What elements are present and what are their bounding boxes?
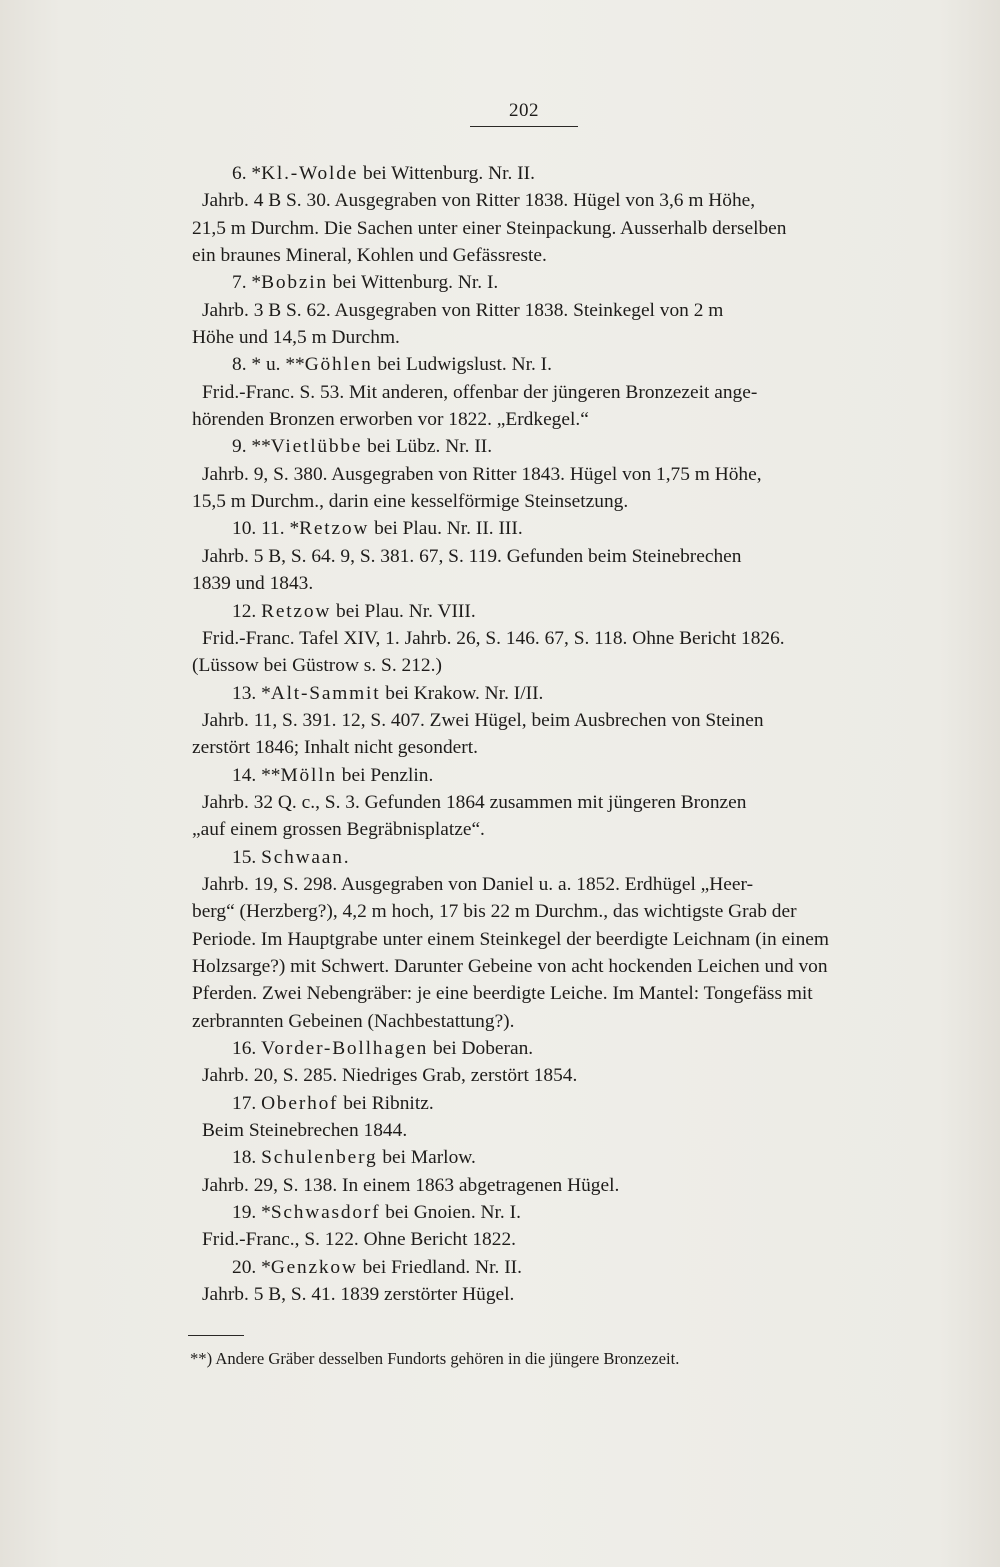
entry-reference-line: Holzsarge?) mit Schwert. Darunter Gebeine von acht hockenden Leichen und von [192, 955, 828, 977]
entry [148, 762, 894, 844]
entry-marker: * [261, 682, 271, 704]
entry-place: Retzow [299, 518, 370, 540]
entry-location: bei Wittenburg. Nr. II. [363, 163, 535, 184]
entry-reference-line: berg“ (Herzberg?), 4,2 m hoch, 17 bis 22 m Durchm., das wichtigste Grab der [192, 901, 797, 923]
entry-place: Schwasdorf [270, 1202, 381, 1224]
entry [148, 433, 894, 515]
entry-reference-line: ein braunes Mineral, Kohlen und Gefässreste. [192, 245, 547, 267]
entry-reference-line: Höhe und 14,5 m Durchm. [192, 327, 400, 349]
entry-marker: * [251, 272, 262, 294]
entry-reference-line: Jahrb. 4 B S. 30. Ausgegraben von Ritter 1838. Hügel von 3,6 m Höhe, [202, 190, 756, 212]
footnote-rule [188, 1335, 244, 1336]
entry-location: bei Plau. Nr. VIII. [336, 600, 476, 622]
page-number: 202 [509, 100, 539, 121]
entry [148, 1090, 894, 1145]
entry [148, 598, 894, 680]
entry-marker: ** [261, 764, 281, 786]
entry-reference-line: 15,5 m Durchm., darin eine kesselförmige Steinsetzung. [192, 491, 629, 513]
entry-reference-line: Periode. Im Hauptgrabe unter einem Steinkegel der beerdigte Leichnam (in einem [192, 928, 829, 950]
entry [148, 1254, 894, 1309]
entry-heading [148, 351, 894, 378]
entry-list [148, 160, 894, 1308]
entry-place: Bobzin [261, 272, 328, 294]
entry-number: 14. [232, 764, 257, 786]
entry-number: 18. [232, 1147, 257, 1169]
entry-number: 16. [232, 1038, 257, 1059]
entry-reference-line: Jahrb. 9, S. 380. Ausgegraben von Ritter 1843. Hügel von 1,75 m Höhe, [202, 463, 762, 485]
entry-heading [148, 598, 894, 625]
entry-location: bei Krakow. Nr. I/II. [385, 682, 544, 704]
footnote: **) Andere Gräber desselben Fundorts gehören in die jüngere Bronzezeit. [190, 1349, 680, 1368]
entry-number: 10. 11. [232, 518, 285, 540]
entry-place: Schulenberg [261, 1147, 378, 1169]
entry [148, 1035, 894, 1090]
entry-location: bei Lübz. Nr. II. [367, 436, 493, 458]
entry-reference-line: Frid.-Franc., S. 122. Ohne Bericht 1822. [202, 1229, 516, 1251]
entry-place: Vietlübbe [270, 436, 363, 458]
entry-number: 12. [232, 600, 257, 622]
entry-reference-line: Pferden. Zwei Nebengräber: je eine beerdigte Leiche. Im Mantel: Tongefäss mit [192, 983, 813, 1005]
entry-number: 8. [232, 354, 247, 376]
entry-reference-line: Jahrb. 5 B, S. 64. 9, S. 381. 67, S. 119. Gefunden beim Steinebrechen [202, 545, 742, 567]
entry-heading [148, 762, 894, 789]
entry [148, 680, 894, 762]
entry-place: Göhlen [304, 354, 373, 376]
entry-heading [148, 1199, 894, 1226]
entry-location: bei Wittenburg. Nr. I. [332, 272, 499, 294]
entry-heading [148, 160, 894, 187]
entry-number: 15. [232, 846, 257, 868]
entry [148, 160, 894, 269]
entry-marker: * [289, 518, 300, 540]
entry-number: 17. [232, 1092, 257, 1114]
entry-number: 6. [232, 163, 247, 184]
entry [148, 1144, 894, 1199]
entry-location: bei Marlow. [382, 1147, 476, 1169]
entry-heading [148, 515, 894, 542]
entry-reference-line: Jahrb. 5 B, S. 41. 1839 zerstörter Hügel. [202, 1284, 515, 1306]
entry-reference-line: zerbrannten Gebeinen (Nachbestattung?). [192, 1010, 515, 1032]
entry-number: 13. [232, 682, 257, 704]
entry-place: Genzkow [270, 1256, 358, 1278]
entry-location: bei Plau. Nr. II. III. [374, 518, 523, 540]
entry-reference-line: Frid.-Franc. Tafel XIV, 1. Jahrb. 26, S. 146. 67, S. 118. Ohne Bericht 1826. [202, 627, 785, 649]
entry-reference-line: hörenden Bronzen erworben vor 1822. „Erdkegel.“ [192, 409, 589, 431]
entry-reference-line: (Lüssow bei Güstrow s. S. 212.) [192, 655, 442, 677]
entry-marker: ** [251, 436, 271, 458]
entry-reference-line: Jahrb. 11, S. 391. 12, S. 407. Zwei Hügel, beim Ausbrechen von Steinen [202, 709, 764, 731]
entry-place: Alt-Sammit [270, 682, 381, 704]
entry-reference-line: Jahrb. 29, S. 138. In einem 1863 abgetragenen Hügel. [202, 1174, 620, 1196]
entry-place: Oberhof [261, 1092, 339, 1114]
entry-marker: * [261, 1202, 271, 1224]
entry-marker: * u. ** [251, 354, 305, 376]
entry-number: 9. [232, 436, 247, 458]
entry-reference-line: Jahrb. 3 B S. 62. Ausgegraben von Ritter 1838. Steinkegel von 2 m [202, 299, 724, 321]
entry-reference-line: Jahrb. 32 Q. c., S. 3. Gefunden 1864 zusammen mit jüngeren Bronzen [202, 791, 747, 813]
entry-location: bei Ribnitz. [343, 1092, 434, 1114]
entry [148, 844, 894, 1035]
entry-location: bei Gnoien. Nr. I. [385, 1202, 521, 1224]
entry-heading [148, 1144, 894, 1171]
entry-marker: * [261, 1256, 271, 1278]
entry-reference-line: 1839 und 1843. [192, 573, 314, 595]
entry-reference-line: Beim Steinebrechen 1844. [202, 1120, 408, 1142]
entry-heading [148, 433, 894, 460]
entry-reference-line: Jahrb. 19, S. 298. Ausgegraben von Daniel u. a. 1852. Erdhügel „Heer- [202, 873, 754, 895]
entry [148, 351, 894, 433]
entry-marker: * [251, 163, 262, 184]
entry-location: bei Friedland. Nr. II. [362, 1256, 522, 1278]
entry-heading [148, 1090, 894, 1117]
entry-number: 20. [232, 1256, 257, 1278]
entry-reference-line: zerstört 1846; Inhalt nicht gesondert. [192, 737, 478, 759]
entry-heading [148, 680, 894, 707]
entry-reference-line: Jahrb. 20, S. 285. Niedriges Grab, zerstört 1854. [202, 1065, 578, 1087]
entry-heading [148, 269, 894, 296]
entry [148, 1199, 894, 1254]
entry [148, 515, 894, 597]
entry-place: Retzow [261, 600, 332, 622]
entry [148, 269, 894, 351]
entry-place: Mölln [280, 764, 337, 786]
entry-location: bei Doberan. [432, 1038, 534, 1059]
entry-reference-line: „auf einem grossen Begräbnisplatze“. [192, 819, 485, 841]
entry-heading [148, 1035, 894, 1062]
entry-reference-line: 21,5 m Durchm. Die Sachen unter einer Steinpackung. Ausserhalb derselben [192, 217, 787, 239]
entry-place: Vorder-Bollhagen [261, 1038, 429, 1059]
entry-heading [148, 844, 894, 871]
page-number-rule [470, 126, 578, 127]
entry-location: bei Ludwigslust. Nr. I. [377, 354, 552, 376]
entry-number: 19. [232, 1202, 257, 1224]
entry-place: Schwaan. [261, 846, 351, 868]
entry-heading [148, 1254, 894, 1281]
entry-place: Kl.-Wolde [261, 163, 359, 184]
entry-number: 7. [232, 272, 247, 294]
entry-reference-line: Frid.-Franc. S. 53. Mit anderen, offenbar der jüngeren Bronzezeit ange- [202, 381, 758, 403]
entry-location: bei Penzlin. [341, 764, 434, 786]
